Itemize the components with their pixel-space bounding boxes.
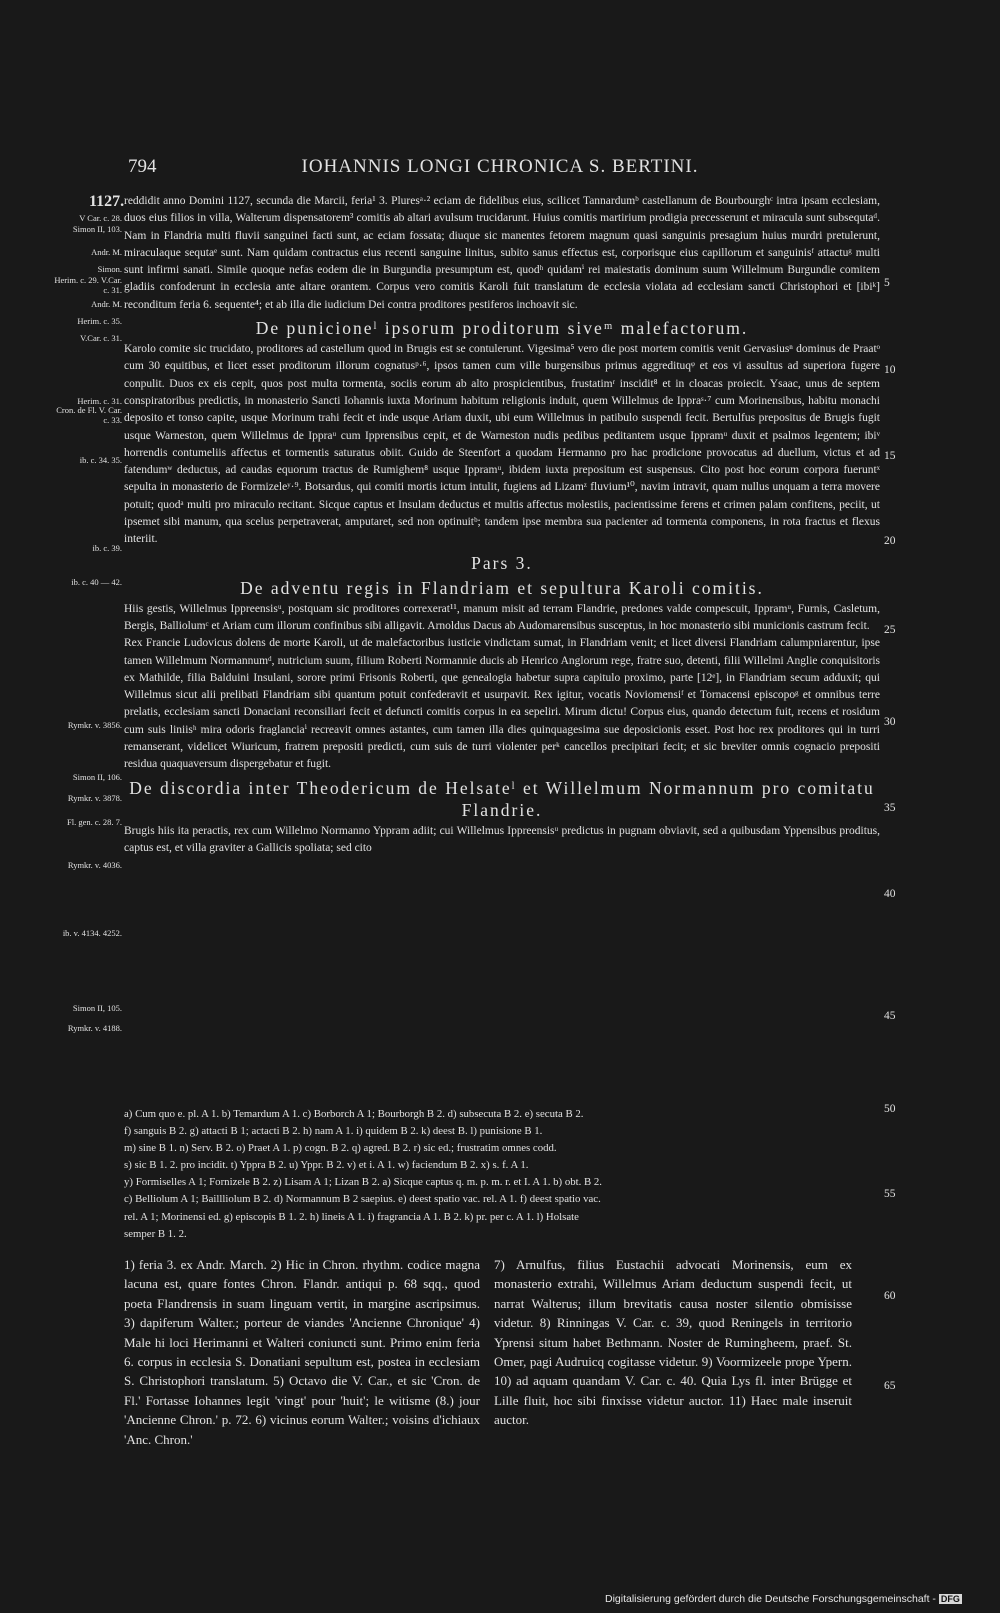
section-heading: De adventu regis in Flandriam et sepultura Karoli comitis. [240,577,764,598]
footnotes-right [494,1255,852,1430]
apparatus-line: y) Formiselles A 1; Fornizele B 2. z) Lisam A 1; Lizan B 2. a) Sicque captus q. m. p. m. r. et I. A 1. b) obt. B 2. [124,1176,603,1189]
apparatus-line: m) sine B 1. n) Serv. B 2. o) Praet A 1. p) cogn. B 2. q) agred. B 2. r) sic ed.; frustratim omnes codd. [124,1142,557,1155]
margin-note: ib. c. 39. [92,543,122,553]
section-heading: De discordia inter Theodericum de Helsateˡ et Willelmum Normannum pro comitatu Flandrie. [129,777,875,820]
margin-note: ib. c. 40 — 42. [71,577,122,587]
margin-note: V Car. c. 28. [79,213,122,223]
apparatus-line: s) sic B 1. 2. pro incidit. t) Yppra B 2. u) Yppr. B 2. v) et i. A 1. w) faciendum B 2. x) s. f. A 1. [124,1159,529,1172]
line-number: 65 [884,1380,896,1392]
running-header [0,156,1000,186]
line-number: 5 [884,277,890,289]
line-number: 55 [884,1188,896,1200]
margin-note: Rymkr. v. 3856. [67,720,122,730]
footnotes-left [124,1255,480,1449]
apparatus-line: rel. A 1; Morinensi ed. g) episcopis B 1. 2. h) lineis A 1. i) fragrancia A 1. B 2. k) pr. per c. A 1. l) Holsate [124,1210,579,1223]
funding-footer [605,1593,962,1605]
main-text [124,193,880,857]
margin-note: Rymkr. v. 3878. [67,793,122,803]
margin-note: Rymkr. v. 4188. [67,1023,122,1033]
line-number: 50 [884,1103,896,1115]
dfg-logo: DFG [940,1594,960,1604]
footnotes-right-text: 7) Arnulfus, filius Eustachii advocati Morinensis, eum ex monasterio extrahi, Willelmus Ariam deductum suspendi fecit, ut narrat Walterus; illum brevitatis causa noster silentio obmisisse videtur. 8) Rinningas V. Car. c. 39, quod Reningels in territorio Yprensi situm habet Bethmann. Noster de Rumingheem, praef. St. Omer, pagi Audruicq cogitasse videtur. 9) Voormizeele prope Ypern. 10) ad aquam quandam V. Car. c. 40. Quia Lys fl. inter Brügge et Lille fluit, hoc sibi finxisse videtur auctor. 11) Haec male inseruit auctor. [494,1257,852,1428]
line-number: 30 [884,716,896,728]
apparatus-line: semper B 1. 2. [124,1227,187,1240]
paragraph: Rex Francie Ludovicus dolens de morte Karoli, ut de malefactoribus iusticie vindictam sumat, in Flandriam venit; et licet diversi Flandriam calumpniarentur, ipse tamen Willelmum Normannumᵈ, nutricium suum, filium Roberti Normannie ducis ab Henrico Anglorum rege, fratre suo, detenti, filii Willelmi Anglie conquisitoris ex Mathilde, filia Balduini Insulani, sorore primi Frisonis Roberti, que genealogia habetur supra capitulo proximo, parte [12ᵉ], in Flandriam secum adduxit; qui Willelmus sicut alii prelibati Flandriam sibi quantum potuit confederavit et usurpavit. Rex igitur, vocatis Noviomensiᶠ et Tornacensi episcopoᵍ et omnibus terre prelatis, ecclesiam sancti Donaciani reconsiliari fecit et defuncti comitis corpus in ea sepeliri. Mirum dictu! Corpus eius, quando detectum fuit, recens et rosidum cum suis liniisʰ mira odoris fraglanciaⁱ recreavit omnes astantes, cum tamen illa dies quinquagesima sue deposicionis esset. Post hoc rex proditores qui in turri remanserant, videlicet Wiuricum, fratrem prepositi predicti, cum suis de turri violenter perᵏ cancellos precipitari fecit; et sic breviter omnis cognacio prepositi residua quaquaversum dispergebatur et fugit. [124,637,880,771]
margin-note: Andr. M. [91,247,122,257]
paragraph: reddidit anno Domini 1127, secunda die Marcii, feria¹ 3. Pluresᵃ·² eciam de fidelibus eius, scilicet Tannardumᵇ castellanum de Bourbourghᶜ intra ipsam ecclesiam, duos eius filios in villa, Walterum dispensatorem³ comitis ab altari avulsum trucidarunt. Huius comitis martirium prodigia precesserunt et miracula sunt subsequtaᵈ. Nam in Flandria multi fluvii sanguinei facti sunt, ac eciam fossata; diuque sic manentes fetorem magnum quasi sanguinis presagium huius murdri pretulerunt, miraculaque sequtaᵉ sunt. Nam quidam contractus eius recenti sanguine linitus, subito sanus effectus est, corporisque eius capillorum et sanguinisᶠ attactuᵍ multi sunt infirmi sanati. Simile quoque nefas eodem die in Burgundia presumptum est, quodʰ quidamⁱ rei maiestatis dominum suum Willelmum Burgundie comitem gladiis confoderunt in ecclesia ante altare orantem. Corpus vero comitis Karoli fuit translatum de ecclesia violata ad ecclesiam sancti Christophori et [ibiᵏ] reconditum feria 6. sequente⁴; et ab illa die iudicium Dei contra proditores pestiferos inchoavit sic. [124,195,880,311]
margin-note: Cron. de Fl. V. Car. c. 33. [56,405,122,425]
margin-note: Simon. [97,264,122,274]
margin-note: Simon II, 105. [72,1003,122,1013]
line-number: 35 [884,802,896,814]
margin-note: Simon II, 103. [72,224,122,234]
page-title: IOHANNIS LONGI CHRONICA S. BERTINI. [301,156,699,177]
section-heading: Pars 3. [471,552,533,573]
footnotes-left-text: 1) feria 3. ex Andr. March. 2) Hic in Chron. rhythm. codice magna lacuna est, quare fontes Chron. Flandr. antiqui p. 68 sqq., quod poeta Flandrensis in suam linguam vertit, in margine ascripsimus. 3) dapiferum Walter.; porteur de viandes 'Ancienne Chronique' 4) Male hi loci Herimanni et Walteri coniuncti sunt. Primo enim feria 6. corpus in ecclesia S. Donatiani sepultum est, postea in ecclesiam S. Christophori translatum. 5) Octavo die V. Car., et sic 'Cron. de Fl.' Fortasse Iohannes legit 'vingt' pour 'huit'; le witisme (8.) jour 'Ancienne Chron.' p. 72. 6) vicinus eorum Walter.; voisins d'ichiaux 'Anc. Chron.' [124,1257,480,1447]
paragraph: Hiis gestis, Willelmus Ippreensisᵘ, postquam sic proditores correxerat¹¹, manum misit ad terram Flandrie, predones valde compescuit, Ippramᵘ, Furnis, Casletum, Bergis, Balliolumᶜ et Ariam cum illorum confinibus sibi alligavit. Arnoldus Dacus ab Audomarensibus susceptus, in hoc monasterio sibi municionis castrum fecit. [124,602,880,632]
section-heading: De punicioneˡ ipsorum proditorum siveᵐ malefactorum. [255,318,749,339]
line-number: 45 [884,1010,896,1022]
margin-note: Rymkr. v. 4036. [67,860,122,870]
margin-note: Herim. c. 29. V.Car. c. 31. [54,275,122,295]
margin-note: V.Car. c. 31. [80,333,122,343]
critical-apparatus [124,1106,880,1243]
apparatus-line: c) Belliolum A 1; Baillliolum B 2. d) Normannum B 2 saepius. e) deest spatio vac. rel. A 1. f) deest spatio vac. [124,1193,601,1206]
margin-note: Simon II, 106. [72,772,122,782]
paragraph: Brugis hiis ita peractis, rex cum Willelmo Normanno Yppram adiit; cui Willelmus Ippreensisᵘ predictus in pugnam obviavit, sed a quibusdam Yppensibus proditus, captus est, et villa graviter a Gallicis spoliata; sed cito [124,824,880,854]
paragraph: Karolo comite sic trucidato, proditores ad castellum quod in Brugis est se contulerunt. Vigesima⁵ vero die post mortem comitis venit Gervasiusⁿ dominus de Praatᵒ cum 30 equitibus, et licet esset proditorum illorum cognatusᵖ·⁶, ipsos tamen cum ville burgensibus primus aggredituqᵠ et eos vi assultus ad superiora fugere conpulit. Duos ex eis cepit, quos post multa tormenta, sociis eorum ab alto prospicientibus, frustatimʳ inscidit⁸ et in cloacas proiecit. Ysaac, unus de septem conspiratoribus predictis, in monasterio Sancti Iohannis iuxta Morinum habitum religionis induit, quem Willelmus de Ippraˢ·⁷ cum Morinensibus, habitu monachi deposito et tonso capite, usque Morinum trahi fecit et inde usque Ariam duxit, ubi eum Willelmus in patibulo suspendi fecit. Bertulfus prepositus de Brugis fugit usque Warneston, quem Willelmus de Ippraᵘ cum Ipprensibus cepit, et de Warneston nudis pedibus peditantem usque Ippramᵘ duxit et psalmos legentem; ibiᵛ horrendis contumeliis affectus et tormentis saturatus obiit. Guido de Steenfort a quodam Hermanno pro hac prodicione provocatus ad duellum, victus et ad fatendumʷ deductus, ad caudas equorum tractus de Rumighem⁸ usque Ippramᵘ, ibidem iuxta prepositum est suspensus. Cito post hoc eorum corpora fueruntˣ sepulta in monasterio de Formizeleʸ·⁹. Botsardus, qui comiti mortis ictum intulit, fugiens ad Lizamᶻ fluvium¹⁰, navim intravit, quam nullus unquam a terra movere potuit; quodᵃ multi pro miraculo recitant. Sicque captus et Insulam deductus et multis affectus molestiis, pacientissime ferens et crimen palam confitens, peciit, ut ipsemet sibi manum, qua scelus perpetraverat, amputaret, sed non optinuitᵇ; tandem ipse membra sua pacienter ad tormenta componens, in rota fractus et flexus interiit. [124,343,880,546]
line-number: 40 [884,888,896,900]
apparatus-line: a) Cum quo e. pl. A 1. b) Temardum A 1. c) Borborch A 1; Bourborgh B 2. d) subsecuta B 2. e) secuta B 2. [124,1108,584,1120]
margin-note: ib. c. 34. 35. [79,455,122,465]
margin-note: Herim. c. 35. [77,316,122,326]
margin-note: ib. v. 4134. 4252. [62,928,122,938]
line-number: 15 [884,450,896,462]
line-number: 60 [884,1290,896,1302]
funding-text: Digitalisierung gefördert durch die Deutsche Forschungsgemeinschaft - [605,1593,936,1605]
line-number: 20 [884,535,896,547]
margin-note: Fl. gen. c. 28. 7. [66,817,122,827]
year-marker: 1127. [89,193,125,210]
apparatus-line: f) sanguis B 2. g) attacti B 1; actacti B 2. h) nam A 1. i) quidem B 2. k) deest B. l) punisione B 1. [124,1125,543,1138]
line-number: 25 [884,624,896,636]
line-number: 10 [884,364,896,376]
margin-note: Herim. c. 31. [77,396,122,406]
margin-note: Andr. M. [91,299,122,309]
page-number: 794 [128,156,157,177]
